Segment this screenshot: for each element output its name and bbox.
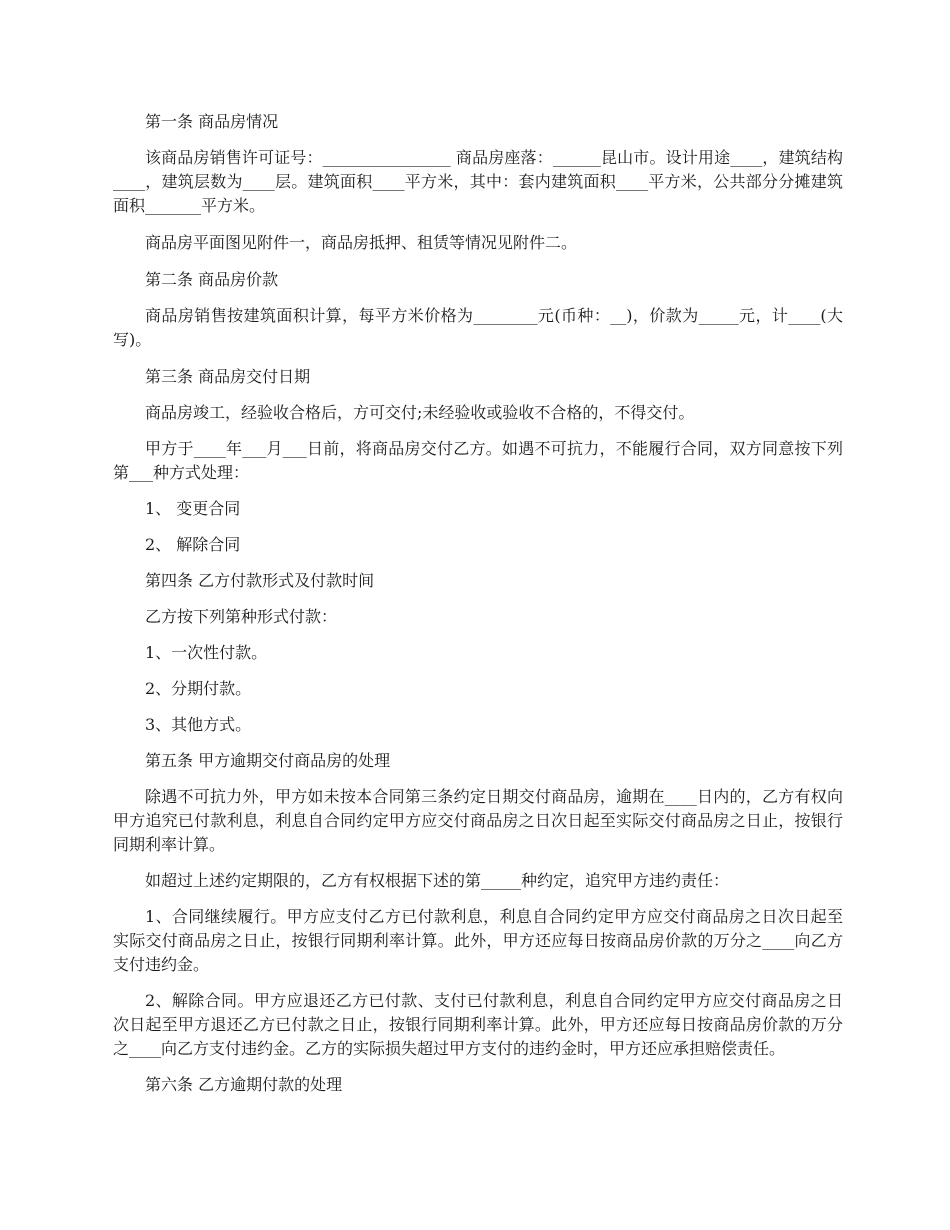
document-page — [113, 110, 843, 1097]
article-4-heading: 第四条 乙方付款形式及付款时间 — [145, 571, 375, 590]
article-6-heading: 第六条 乙方逾期付款的处理 — [145, 1075, 343, 1094]
article-5-option-2: 2、解除合同。甲方应退还乙方已付款、支付已付款利息，利息自合同约定甲方应交付商品房之日次日起至甲方退还乙方已付款之日止，按银行同期利率计算。此外，甲方还应每日按商品房价款的万分之____向乙方支付违约金。乙方的实际损失超过甲方支付的违约金时，甲方还应承担赔偿责任。 — [113, 991, 843, 1058]
article-1-paragraph-2: 商品房平面图见附件一，商品房抵押、租赁等情况见附件二。 — [145, 233, 578, 252]
article-3-paragraph-2: 甲方于____年___月___日前，将商品房交付乙方。如遇不可抗力，不能履行合同，双方同意按下列第___种方式处理： — [113, 439, 843, 482]
article-4-option-2: 2、分期付款。 — [145, 679, 252, 698]
article-4-option-1: 1、一次性付款。 — [145, 643, 268, 662]
article-3-heading: 第三条 商品房交付日期 — [145, 367, 311, 386]
article-3-option-1: 1、 变更合同 — [145, 499, 241, 518]
article-5-paragraph-1: 除遇不可抗力外，甲方如未按本合同第三条约定日期交付商品房，逾期在____日内的，乙方有权向甲方追究已付款利息，利息自合同约定甲方应交付商品房之日次日起至实际交付商品房之日止，按银行同期利率计算。 — [113, 787, 843, 854]
article-1-heading: 第一条 商品房情况 — [145, 112, 279, 131]
article-5-option-1: 1、合同继续履行。甲方应支付乙方已付款利息，利息自合同约定甲方应交付商品房之日次日起至实际交付商品房之日止，按银行同期利率计算。此外，甲方还应每日按商品房价款的万分之____向乙方支付违约金。 — [113, 907, 843, 974]
article-1-paragraph-1: 该商品房销售许可证号：________________ 商品房座落：______昆山市。设计用途____，建筑结构____，建筑层数为____层。建筑面积____平方米，其中：套内建筑面积____平方米，公共部分分摊建筑面积_______平方米。 — [113, 148, 843, 215]
article-4-option-3: 3、其他方式。 — [145, 715, 252, 734]
article-3-option-2: 2、 解除合同 — [145, 535, 241, 554]
article-2-heading: 第二条 商品房价款 — [145, 270, 279, 289]
article-4-paragraph-1: 乙方按下列第种形式付款： — [145, 607, 338, 626]
article-5-heading: 第五条 甲方逾期交付商品房的处理 — [145, 751, 391, 770]
article-2-paragraph-1: 商品房销售按建筑面积计算，每平方米价格为________元(币种：__)，价款为_____元，计____(大写)。 — [113, 306, 843, 349]
article-3-paragraph-1: 商品房竣工，经验收合格后，方可交付;未经验收或验收不合格的，不得交付。 — [145, 403, 695, 422]
article-5-paragraph-2: 如超过上述约定期限的，乙方有权根据下述的第_____种约定，追究甲方违约责任： — [145, 871, 730, 890]
